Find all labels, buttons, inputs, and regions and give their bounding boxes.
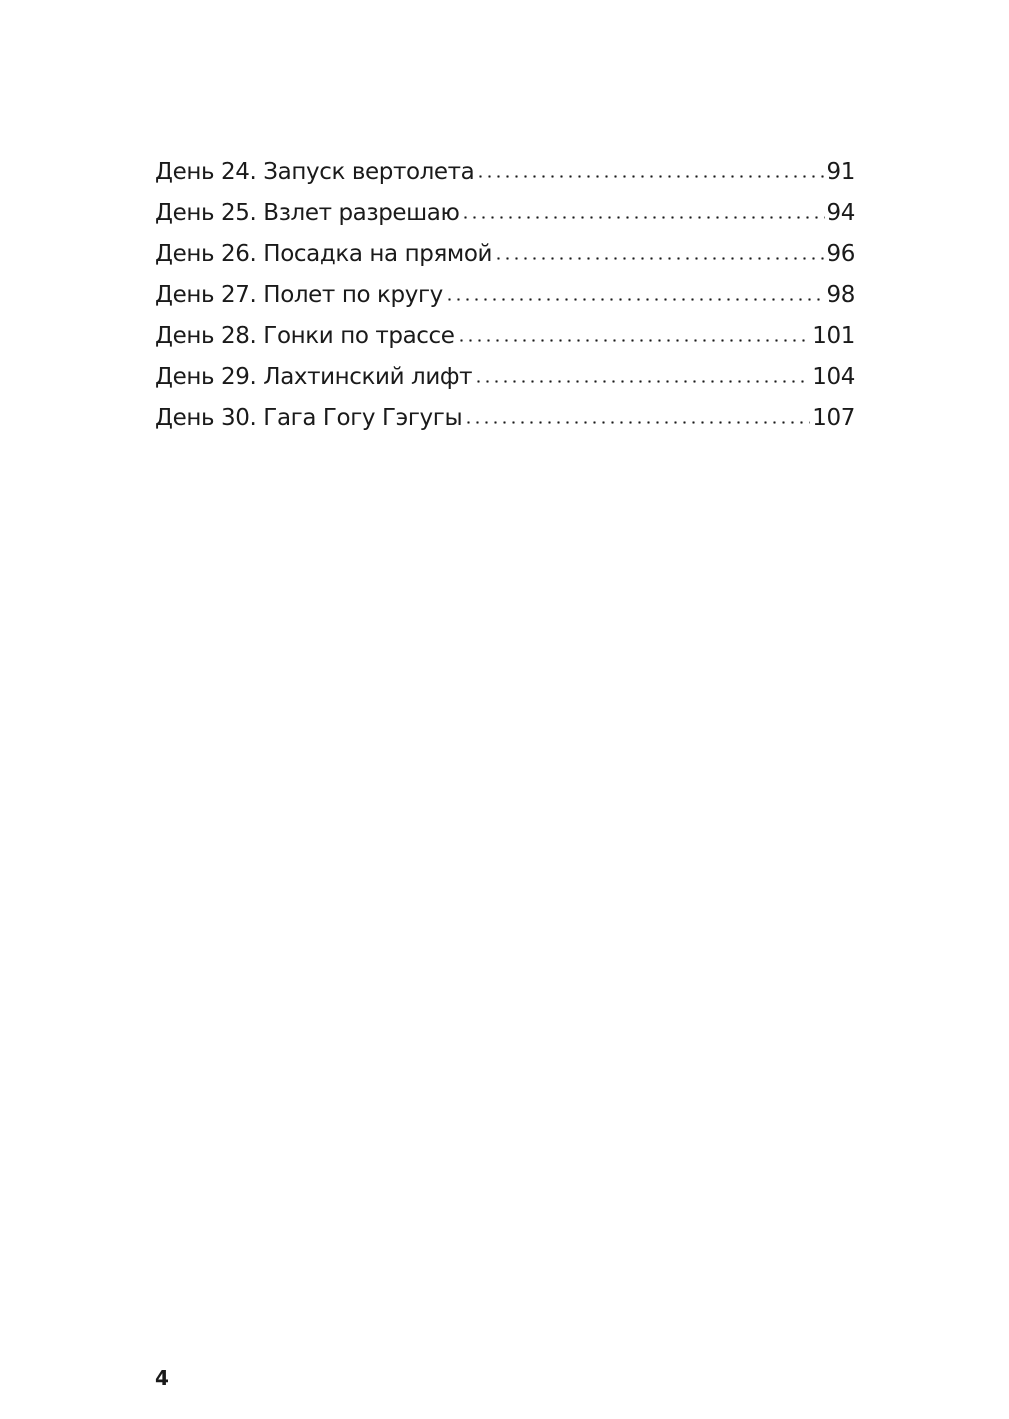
- toc-entry: [155, 405, 855, 446]
- toc-entry-title: День 24. Запуск вертолета: [155, 159, 475, 185]
- toc-dot-leader: [461, 216, 824, 219]
- toc-dot-leader: [445, 298, 825, 301]
- toc-entry-page: 91: [826, 159, 855, 185]
- toc-entry-title: День 27. Полет по кругу: [155, 282, 443, 308]
- toc-dot-leader: [474, 380, 810, 383]
- toc-entry-page: 98: [826, 282, 855, 308]
- toc-entry-page: 101: [812, 323, 855, 349]
- toc-entry: [155, 159, 855, 200]
- toc-entry: [155, 364, 855, 405]
- toc-entry: [155, 282, 855, 323]
- toc-dot-leader: [464, 421, 810, 424]
- toc-entry-page: 94: [826, 200, 855, 226]
- toc-entry-title: День 30. Гага Гогу Гэгугы: [155, 405, 463, 431]
- toc-entry-title: День 26. Посадка на прямой: [155, 241, 493, 267]
- toc-entry: [155, 200, 855, 241]
- toc-dot-leader: [476, 175, 824, 178]
- toc-entry: [155, 323, 855, 364]
- toc-entry-page: 104: [812, 364, 855, 390]
- table-of-contents: [155, 159, 855, 446]
- toc-dot-leader: [457, 339, 811, 342]
- page-number: 4: [155, 1366, 169, 1390]
- toc-entry: [155, 241, 855, 282]
- toc-entry-title: День 25. Взлет разрешаю: [155, 200, 460, 226]
- toc-entry-title: День 28. Гонки по трассе: [155, 323, 455, 349]
- toc-entry-page: 107: [812, 405, 855, 431]
- toc-dot-leader: [494, 257, 824, 260]
- toc-entry-title: День 29. Лахтинский лифт: [155, 364, 473, 390]
- toc-entry-page: 96: [826, 241, 855, 267]
